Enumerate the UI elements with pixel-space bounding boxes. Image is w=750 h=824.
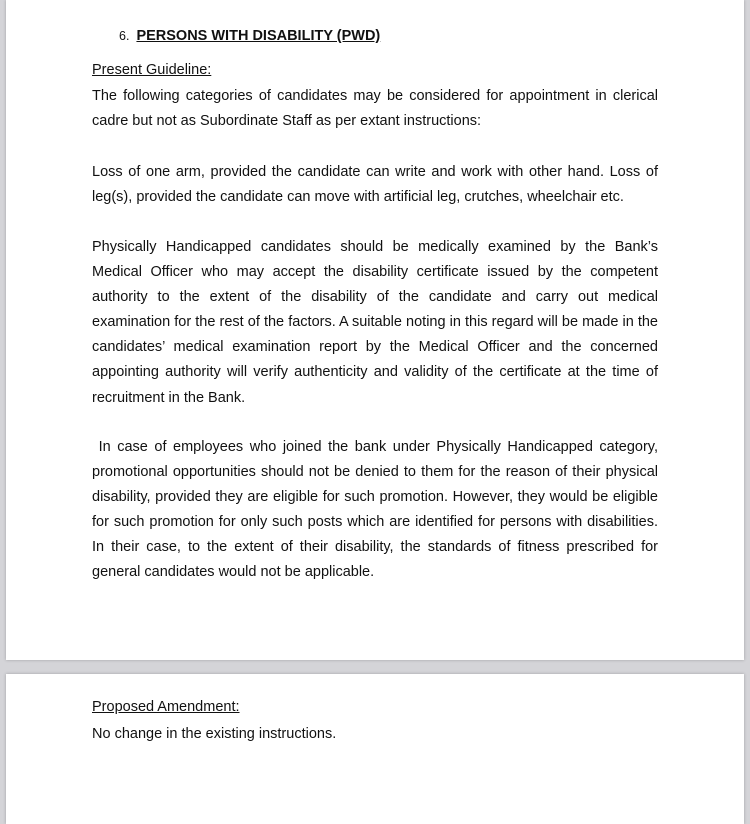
proposed-amendment-text: No change in the existing instructions. — [92, 726, 337, 742]
section-number: 6. — [119, 29, 130, 43]
section-heading — [119, 28, 380, 44]
guideline-paragraph-2: Loss of one arm, provided the candidate can write and work with other hand. Loss of leg(s), provided the candidate can move with artificial leg, crutches, wheelchair etc. — [92, 164, 658, 206]
proposed-amendment-label: Proposed Amendment: — [92, 699, 240, 715]
document-page-2 — [6, 674, 744, 824]
section-title: PERSONS WITH DISABILITY (PWD) — [136, 28, 381, 44]
guideline-paragraph-4: In case of employees who joined the bank under Physically Handicapped category, promotional opportunities should not be denied to them for the reason of their physical disability, provided they are eligible for such promotion. However, they would be eligible for such promotion for only such posts which are identified for persons with disabilities. In their case, to the extent of their disability, the standards of fitness prescribed for general candidates would not be applicable. — [92, 439, 663, 581]
guideline-paragraph-3: Physically Handicapped candidates should be medically examined by the Bank’s Medical Officer who may accept the disability certificate issued by the competent authority to the extent of the disability of the candidate and carry out medical examination for the rest of the factors. A suitable noting in this regard will be made in the candidates’ medical examination report by the Medical Officer and the concerned appointing authority will verify authenticity and validity of the certificate at the time of recruitment in the Bank. — [92, 239, 658, 406]
document-page-1 — [6, 0, 744, 660]
present-guideline-label: Present Guideline: — [92, 62, 212, 78]
guideline-paragraph-1: The following categories of candidates may be considered for appointment in clerical cadre but not as Subordinate Staff as per extant instructions: — [92, 88, 658, 130]
